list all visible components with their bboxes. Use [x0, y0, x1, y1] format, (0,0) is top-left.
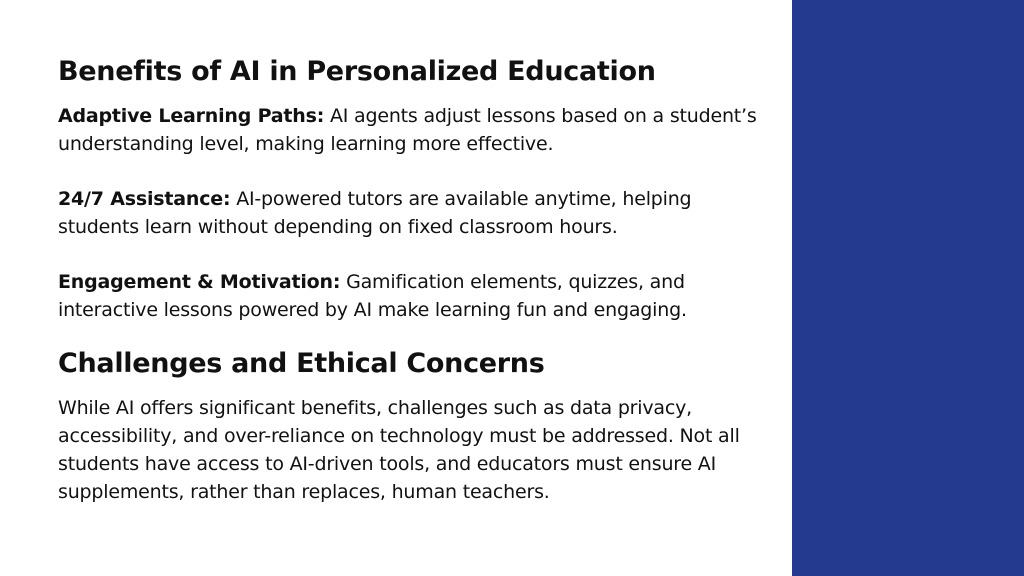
benefit-text: AI agents adjust lessons based on a student’s understanding level, making learning more effective. — [58, 105, 757, 155]
benefit-engagement — [58, 268, 758, 324]
benefit-text: Gamification elements, quizzes, and interactive lessons powered by AI make learning fun and engaging. — [58, 271, 687, 321]
benefit-text: AI-powered tutors are available anytime, helping students learn without depending on fixed classroom hours. — [58, 188, 692, 238]
challenges-body: While AI offers significant benefits, challenges such as data privacy, accessibility, and over-reliance on technology must be addressed. Not all students have access to AI-driven tools, and educators must ensure AI supplements, rather than replaces, human teachers. — [58, 397, 740, 503]
challenges-heading: Challenges and Ethical Concerns — [58, 348, 545, 379]
benefit-label: Engagement & Motivation: — [58, 271, 341, 293]
benefit-label: Adaptive Learning Paths: — [58, 105, 325, 127]
side-color-panel — [792, 0, 1024, 576]
benefit-adaptive-learning — [58, 102, 758, 158]
slide-content — [58, 54, 758, 506]
benefit-label: 24/7 Assistance: — [58, 188, 231, 210]
benefits-heading: Benefits of AI in Personalized Education — [58, 56, 656, 87]
benefit-assistance — [58, 185, 758, 241]
